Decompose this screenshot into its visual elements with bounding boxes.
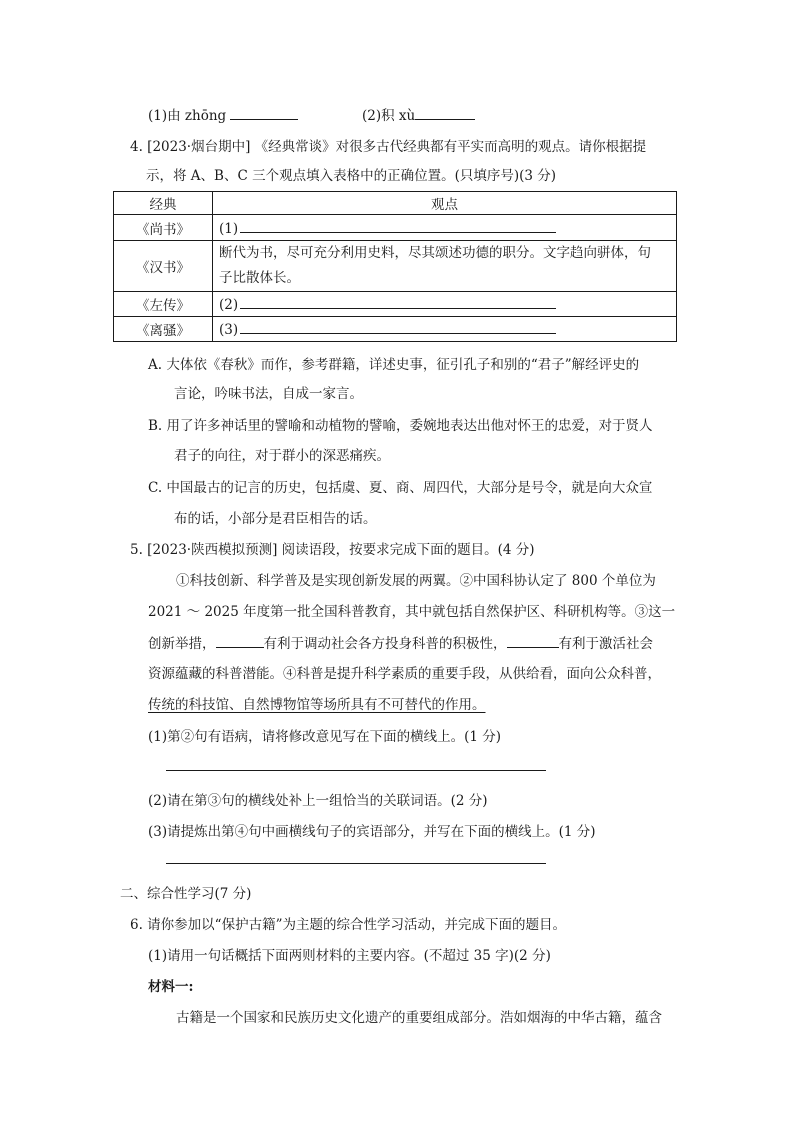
underlined-sentence: 传统的科技馆、自然博物馆等场所具有不可替代的作用。 xyxy=(148,697,486,713)
passage-line: 创新举措， 有利于调动社会各方投身科普的积极性， 有利于激活社会 xyxy=(148,632,653,652)
q3-part1: (1)由 zhōng xyxy=(148,104,298,124)
view-cell: 断代为书，尽可充分利用史料，尽其颂述功德的职分。文字趋向骈体，句 子比散体长。 xyxy=(213,241,677,292)
answer-blank[interactable] xyxy=(240,295,556,309)
q6-subquestion-1: (1)请用一句话概括下面两则材料的主要内容。(不超过 35 字)(2 分) xyxy=(148,948,551,964)
table-row xyxy=(114,317,677,342)
option-a-line1: A. 大体依《春秋》而作，参考群籍，详述史事，征引孔子和别的“君子”解经评史的 xyxy=(148,357,640,373)
table-row xyxy=(114,241,677,292)
table-row xyxy=(114,215,677,241)
passage-line: ①科技创新、科学普及是实现创新发展的两翼。②中国科协认定了 800 个单位为 xyxy=(176,573,656,589)
answer-line[interactable] xyxy=(166,770,546,771)
q5-title: 5. [2023·陕西模拟预测] 阅读语段，按要求完成下面的题目。(4 分) xyxy=(130,542,535,558)
answer-blank[interactable] xyxy=(415,105,475,120)
option-b-line2: 君子的向往，对于群小的深恶痛疾。 xyxy=(174,448,390,464)
answer-blank[interactable] xyxy=(240,320,556,334)
answer-line[interactable] xyxy=(166,863,546,864)
q4-stem-line1: 4. [2023·烟台期中] 《经典常谈》对很多古代经典都有平实而高明的观点。请你根据提 xyxy=(130,139,647,155)
table-row xyxy=(114,292,677,317)
view-cell: (3) xyxy=(213,317,677,342)
material-text: 古籍是一个国家和民族历史文化遗产的重要组成部分。浩如烟海的中华古籍，蕴含 xyxy=(176,1010,662,1026)
section-heading: 二、综合性学习(7 分) xyxy=(120,886,252,902)
view-cell: (1) xyxy=(213,215,677,241)
q5-subquestion-2: (2)请在第③句的横线处补上一组恰当的关联词语。(2 分) xyxy=(148,793,488,809)
q3-part2: (2)积 xù xyxy=(362,104,475,124)
classics-table xyxy=(113,191,677,342)
book-name: 《左传》 xyxy=(114,292,213,317)
answer-blank[interactable] xyxy=(230,105,298,120)
book-name: 《汉书》 xyxy=(114,241,213,292)
view-cell: (2) xyxy=(213,292,677,317)
passage-line: 资源蕴藏的科普潜能。④科普是提升科学素质的重要手段，从供给看，面向公众科普， xyxy=(148,666,661,682)
conjunction-blank[interactable] xyxy=(507,633,559,648)
q4-stem-line2: 示，将 A、B、C 三个观点填入表格中的正确位置。(只填序号)(3 分) xyxy=(146,168,557,184)
answer-blank[interactable] xyxy=(240,219,556,233)
q6-title: 6. 请你参加以“保护古籍”为主题的综合性学习活动，并完成下面的题目。 xyxy=(130,917,566,933)
conjunction-blank[interactable] xyxy=(216,633,264,648)
option-c-line1: C. 中国最古的记言的历史，包括虞、夏、商、周四代，大部分是号令，就是向大众宣 xyxy=(148,480,653,496)
material-label: 材料一: xyxy=(148,979,194,995)
book-name: 《尚书》 xyxy=(114,215,213,241)
q5-subquestion-1: (1)第②句有语病，请将修改意见写在下面的横线上。(1 分) xyxy=(148,729,502,745)
q5-subquestion-3: (3)请提炼出第④句中画横线句子的宾语部分，并写在下面的横线上。(1 分) xyxy=(148,824,596,840)
option-b-line1: B. 用了许多神话里的譬喻和动植物的譬喻，委婉地表达出他对怀王的忠爱，对于贤人 xyxy=(148,418,653,434)
option-a-line2: 言论，吟味书法，自成一家言。 xyxy=(174,386,363,402)
table-header-view: 观点 xyxy=(213,192,677,215)
book-name: 《离骚》 xyxy=(114,317,213,342)
table-header-classic: 经典 xyxy=(114,192,213,215)
option-c-line2: 布的话，小部分是君臣相告的话。 xyxy=(174,511,377,527)
passage-line: 2021 ～ 2025 年度第一批全国科普教育，其中就包括自然保护区、科研机构等。③这一 xyxy=(148,604,676,620)
